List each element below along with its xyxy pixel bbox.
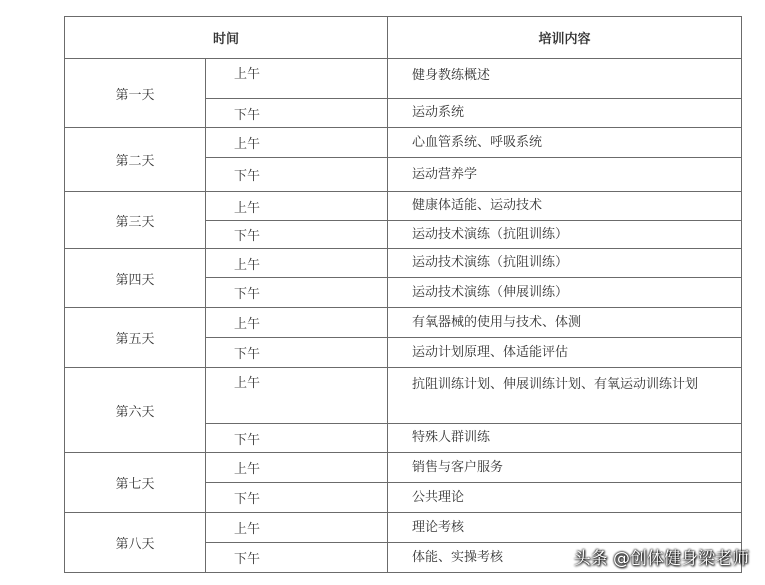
period-am: 上午 (206, 453, 388, 483)
period-pm: 下午 (206, 338, 388, 368)
table-row (65, 59, 742, 99)
content-am: 理论考核 (388, 513, 742, 543)
content-pm: 运动营养学 (388, 158, 742, 192)
content-pm: 运动技术演练（抗阻训练） (388, 221, 742, 249)
content-am: 健康体适能、运动技术 (388, 192, 742, 221)
table-row (65, 192, 742, 221)
content-am: 销售与客户服务 (388, 453, 742, 483)
content-am: 运动技术演练（抗阻训练） (388, 249, 742, 278)
content-am: 有氧器械的使用与技术、体测 (388, 308, 742, 338)
header-time: 时间 (65, 17, 388, 59)
content-am: 抗阻训练计划、伸展训练计划、有氧运动训练计划 (388, 368, 742, 424)
day-label: 第二天 (65, 128, 206, 192)
table-row (65, 513, 742, 543)
table-row (65, 249, 742, 278)
content-am: 健身教练概述 (388, 59, 742, 99)
header-row (65, 17, 742, 59)
day-label: 第五天 (65, 308, 206, 368)
day-label: 第一天 (65, 59, 206, 128)
period-am: 上午 (206, 308, 388, 338)
content-pm: 公共理论 (388, 483, 742, 513)
period-am: 上午 (206, 368, 388, 424)
content-am: 心血管系统、呼吸系统 (388, 128, 742, 158)
content-pm: 运动技术演练（伸展训练） (388, 278, 742, 308)
day-label: 第三天 (65, 192, 206, 249)
period-pm: 下午 (206, 158, 388, 192)
watermark-text: 头条 @创体健身梁老师 (573, 549, 749, 569)
period-am: 上午 (206, 59, 388, 99)
content-pm: 特殊人群训练 (388, 424, 742, 453)
period-am: 上午 (206, 128, 388, 158)
period-pm: 下午 (206, 424, 388, 453)
table-row (65, 128, 742, 158)
period-pm: 下午 (206, 278, 388, 308)
day-label: 第四天 (65, 249, 206, 308)
table-row (65, 368, 742, 424)
content-pm: 体能、实操考核 (388, 543, 742, 573)
content-pm: 运动系统 (388, 99, 742, 128)
training-schedule-table (64, 16, 742, 573)
day-label: 第八天 (65, 513, 206, 573)
header-content: 培训内容 (388, 17, 742, 59)
period-am: 上午 (206, 249, 388, 278)
day-label: 第七天 (65, 453, 206, 513)
day-label: 第六天 (65, 368, 206, 453)
content-pm: 运动计划原理、体适能评估 (388, 338, 742, 368)
period-am: 上午 (206, 513, 388, 543)
period-pm: 下午 (206, 483, 388, 513)
table-row (65, 453, 742, 483)
period-pm: 下午 (206, 221, 388, 249)
period-pm: 下午 (206, 543, 388, 573)
period-am: 上午 (206, 192, 388, 221)
period-pm: 下午 (206, 99, 388, 128)
table-row (65, 308, 742, 338)
